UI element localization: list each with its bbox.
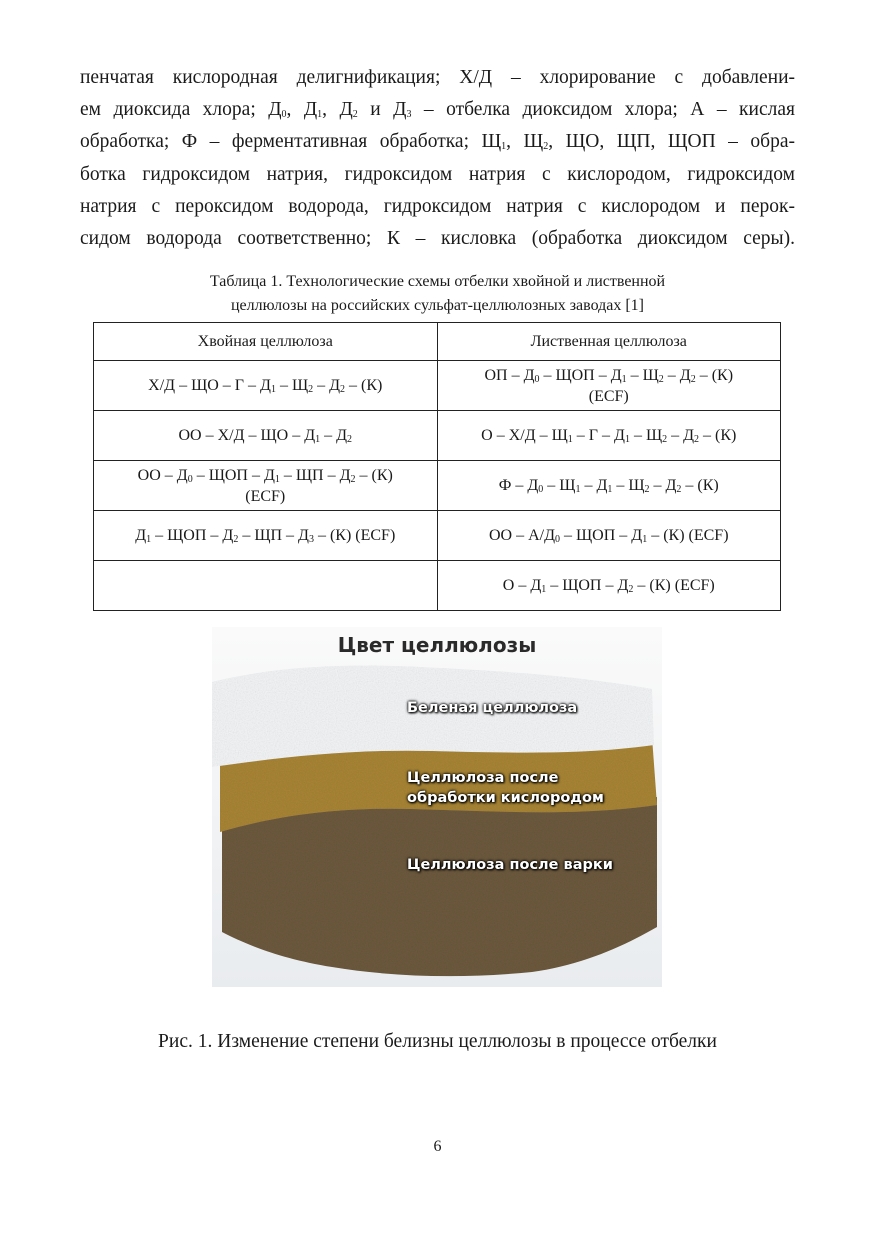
table-cell-empty [94, 561, 438, 611]
table-cell: О – $Х/Д - Щ_1$ – Г – $Д_1 - Щ_2 - Д_2 - (К)$ [437, 411, 781, 461]
label-oxygen-line: обработки кислородом [407, 790, 604, 806]
table-caption-line: Таблица 1. Технологические схемы отбелки хвойной и лиственной [209, 273, 666, 290]
table-cell: ОО – $Д_0$ – ЩОП – $Д_1$ – ЩП – $Д_2 - (К)$ (ECF) [94, 461, 438, 511]
pulp-color-photo [212, 627, 662, 987]
header-hardwood: Лиственная целлюлоза [437, 323, 781, 361]
photo-title: Цвет целлюлозы [337, 633, 537, 657]
cooked-pulp-layer [222, 797, 657, 976]
label-oxygen [407, 768, 604, 808]
table-cell: ОО – $А/Д_0$ – ЩОП – $Д_1 - (К)$ (ECF) [437, 511, 781, 561]
table-row [94, 461, 781, 511]
table-row [94, 411, 781, 461]
header-softwood: Хвойная целлюлоза [94, 323, 438, 361]
table-row [94, 361, 781, 411]
paragraph-line: ботка гидроксидом натрия, гидроксидом натрия с кислородом, гидроксидом [80, 163, 795, 185]
table-header-row [94, 323, 781, 361]
table-cell: Ф – $Д_0 - Щ_1 - Д_1 - Щ_2 - Д_2 - (К)$ [437, 461, 781, 511]
table-cell: ОО – Х/Д – ЩО – $Д_1 - Д_2$ [94, 411, 438, 461]
figure-caption: Рис. 1. Изменение степени белизны целлюлозы в процессе отбелки [158, 1031, 717, 1052]
bleaching-schemes-table [93, 322, 781, 611]
table-caption [94, 270, 781, 318]
table-caption-line: целлюлозы на российских сульфат-целлюлозных заводах [1] [230, 297, 645, 314]
table-cell: Х/Д – ЩО – Г – $Д_1 - Щ_2 - Д_2 - (К)$ [94, 361, 438, 411]
label-bleached: Беленая целлюлоза [407, 700, 578, 716]
label-cooked: Целлюлоза после варки [407, 857, 613, 873]
body-paragraph [80, 62, 795, 255]
paragraph-line: сидом водорода соответственно; К – кисловка (обработка диоксидом серы). [80, 228, 795, 250]
paragraph-line: натрия с пероксидом водорода, гидроксидом натрия с кислородом и перок- [80, 195, 795, 217]
table-row [94, 511, 781, 561]
table-row [94, 561, 781, 611]
page-number: 6 [433, 1138, 442, 1155]
paragraph-line: ем диоксида хлора; $Д_0$, $Д_1$, $Д_2$ и $Д_3$ – отбелка диоксидом хлора; А – кислая [80, 99, 795, 121]
table-cell: $Д_1$ – ЩОП – $Д_2$ – ЩП – $Д_3 - (К)$ (ECF) [94, 511, 438, 561]
table-cell: О – $Д_1$ – ЩОП – $Д_2 - (К)$ (ECF) [437, 561, 781, 611]
table-cell: ОП – $Д_0$ – ЩОП – $Д_1 - Щ_2 - Д_2 - (К)$ (ECF) [437, 361, 781, 411]
paragraph-line: пенчатая кислородная делигнификация; Х/Д – хлорирование с добавлени- [80, 67, 795, 88]
label-oxygen-line: Целлюлоза после [407, 770, 559, 786]
paragraph-line: обработка; Ф – ферментативная обработка; $Щ_1$, $Щ_2$, ЩО, ЩП, ЩОП – обра- [80, 131, 796, 153]
